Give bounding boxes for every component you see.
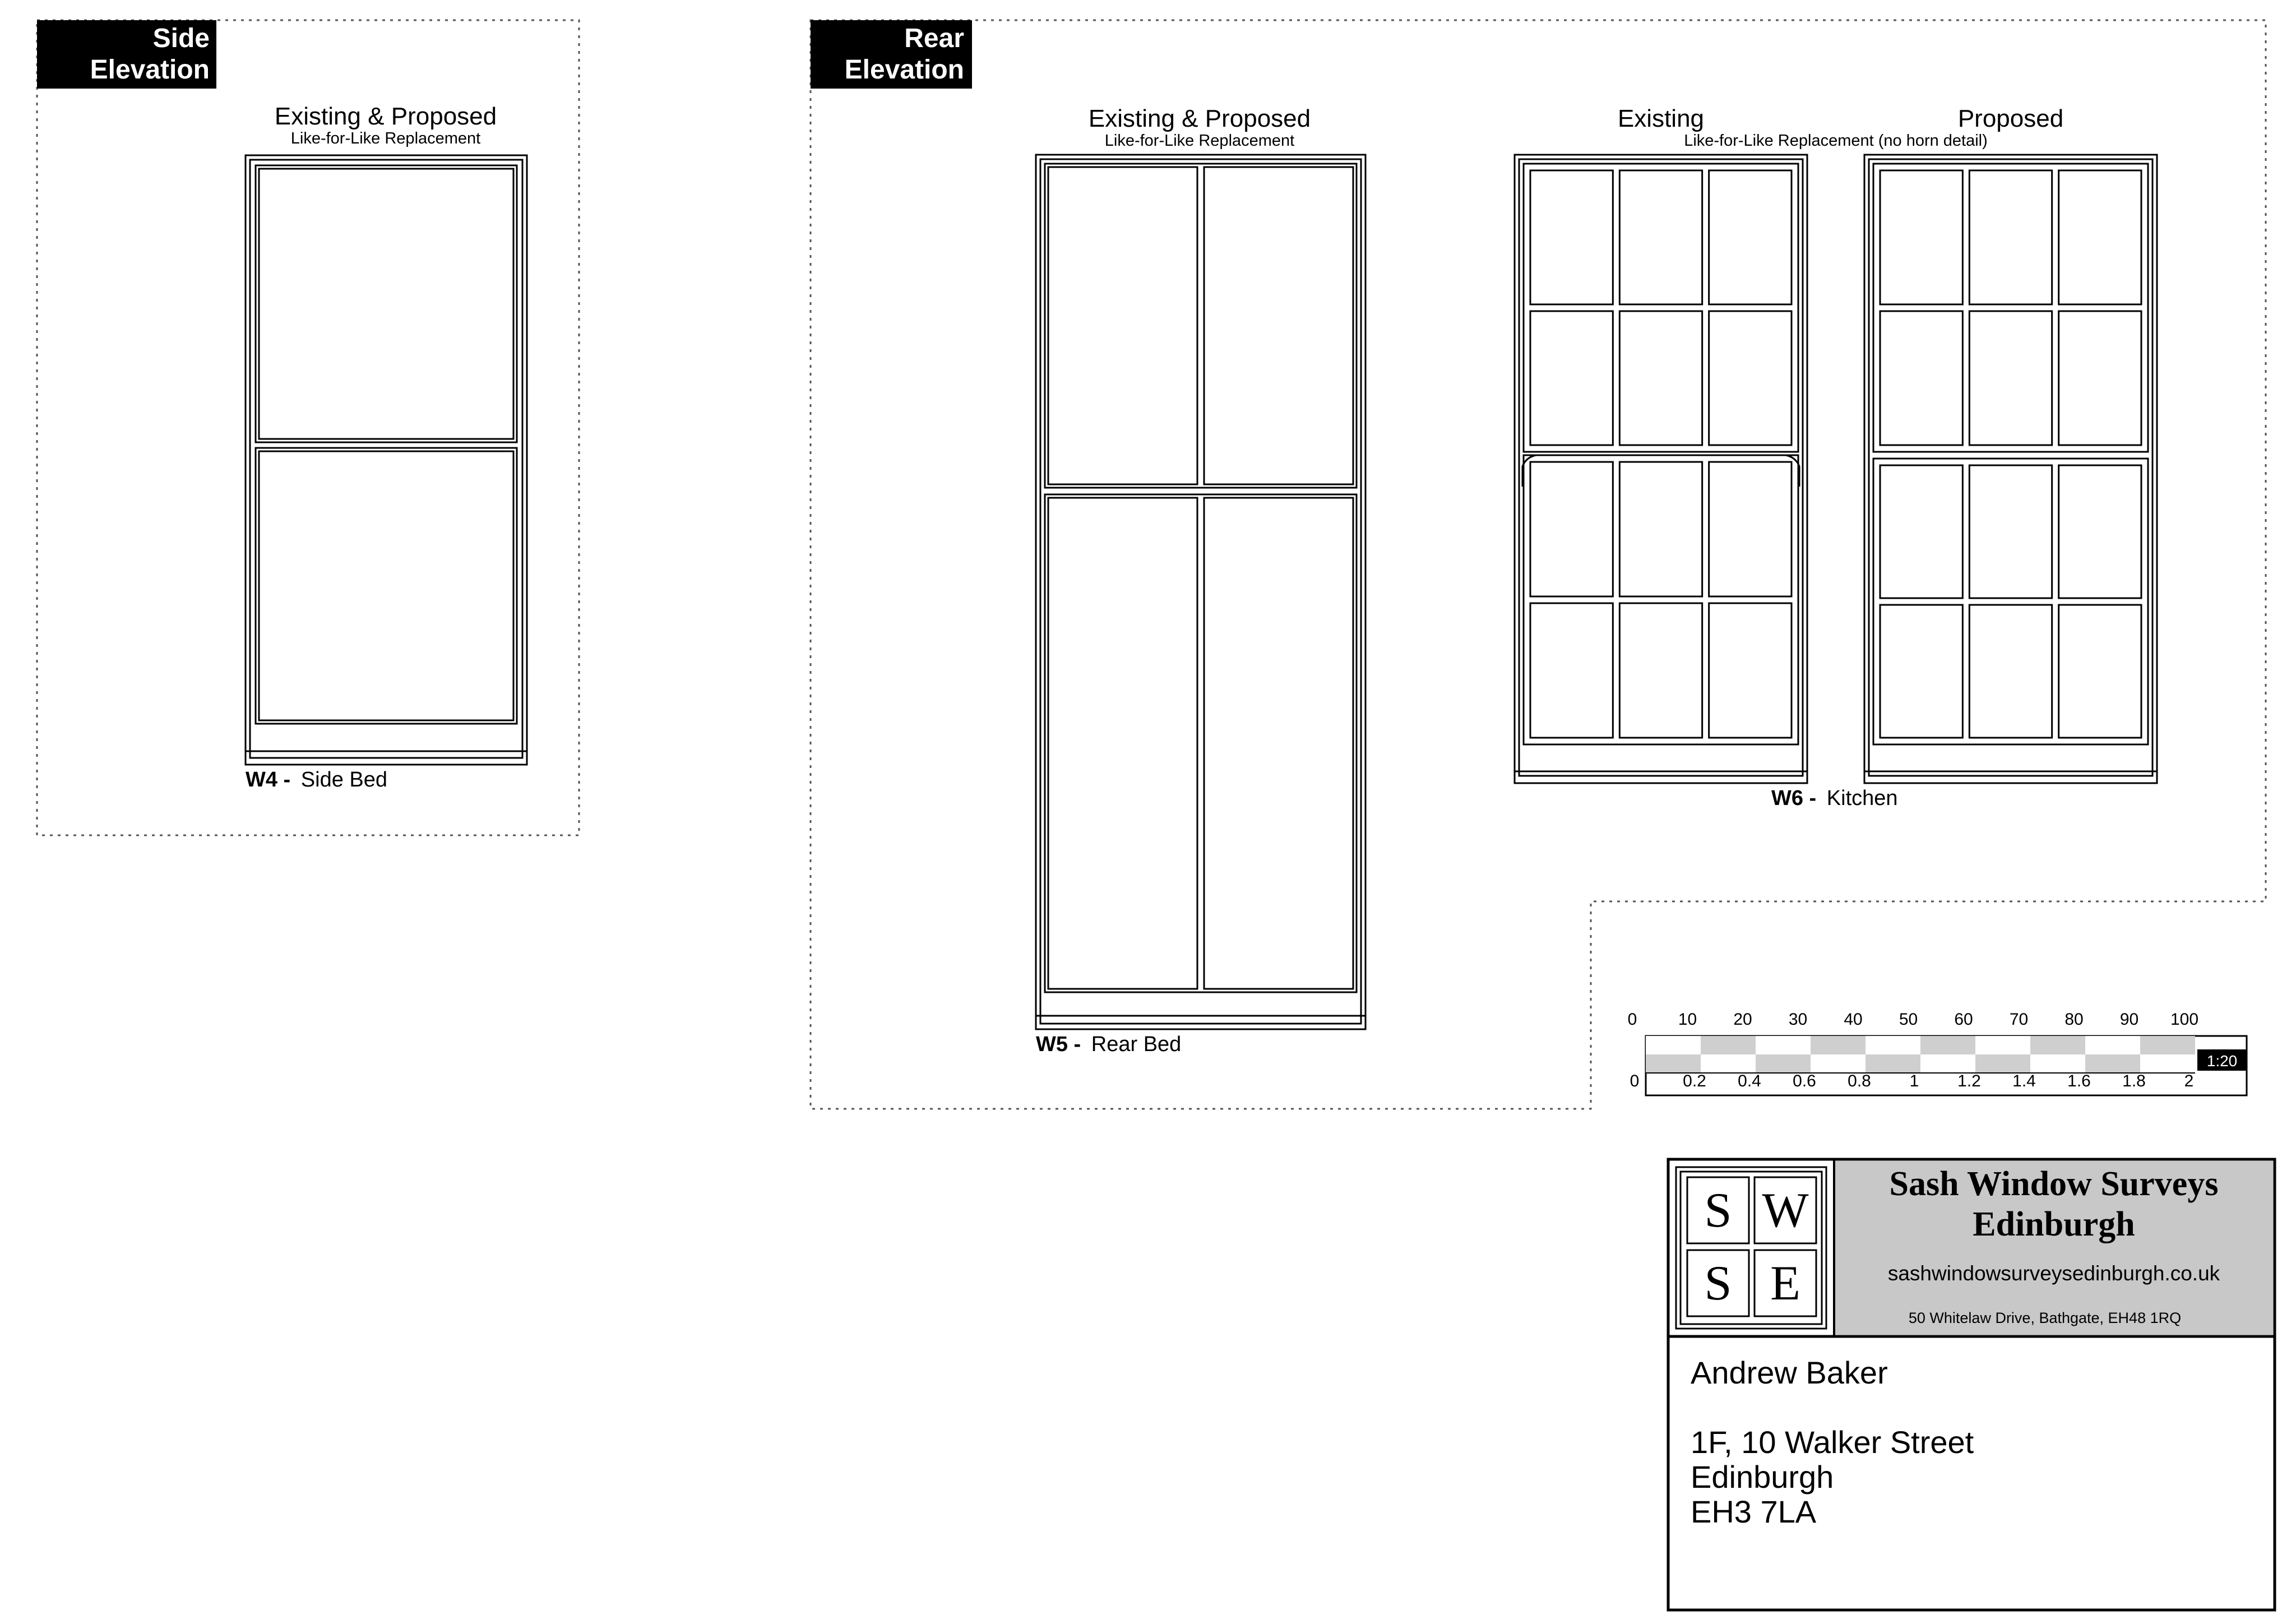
w4-upper-pane [259, 169, 513, 439]
scale-segment-bottom [1975, 1054, 2030, 1073]
w4-outer-frame [246, 155, 527, 765]
w6-existing-pane-upper-r1c1 [1530, 170, 1613, 304]
logo-letter-s2: S [1704, 1256, 1732, 1311]
w5-heading: Existing & Proposed [1088, 105, 1311, 132]
scale-segment-bottom [1920, 1054, 1975, 1073]
w6-existing-sash-horns [1522, 455, 1799, 487]
w4-window [246, 155, 527, 765]
scale-bottom-label: 1.8 [2122, 1072, 2146, 1090]
w6-proposed-window [1864, 155, 2157, 783]
w6-existing-pane-lower-r1c2 [1619, 462, 1702, 596]
w6-proposed-pane-upper-r1c3 [2059, 170, 2141, 304]
w5-room: Rear Bed [1091, 1033, 1182, 1056]
w5-pane-lower-right [1204, 498, 1353, 989]
side-title-line1: Side [152, 24, 210, 53]
w6-existing-pane-lower-r2c1 [1530, 603, 1613, 738]
scale-bottom-labels [1630, 1072, 2194, 1090]
company-address: 50 Whitelaw Drive, Bathgate, EH48 1RQ [1908, 1310, 2182, 1326]
scale-segment-top [2030, 1036, 2085, 1054]
scale-bottom-label: 0.4 [1738, 1072, 1761, 1090]
w5-subheading: Like-for-Like Replacement [1104, 132, 1295, 150]
scale-segment-top [1811, 1036, 1866, 1054]
scale-top-labels [1628, 1010, 2198, 1029]
logo-letter-s1: S [1704, 1183, 1732, 1238]
w6-room: Kitchen [1826, 786, 1898, 810]
w5-upper-sash [1045, 164, 1357, 488]
w4-label [246, 768, 387, 792]
scale-segment-bottom [1701, 1054, 1756, 1073]
w6-existing-upper-sash [1524, 164, 1798, 452]
scale-top-label: 80 [2064, 1010, 2084, 1029]
w4-code: W4 - [246, 768, 291, 792]
rear-elevation-section [811, 20, 2266, 1109]
w4-lower-pane [259, 451, 513, 720]
side-title-line2: Elevation [90, 55, 210, 85]
w6-proposed-pane-upper-r2c3 [2059, 311, 2141, 445]
w5-code: W5 - [1036, 1033, 1081, 1056]
w6-heading-proposed: Proposed [1957, 105, 2064, 132]
w6-existing-pane-lower-r2c2 [1619, 603, 1702, 738]
w6-proposed-outer-frame [1864, 155, 2157, 783]
scale-top-label: 30 [1788, 1010, 1808, 1029]
w6-proposed-pane-lower-r2c3 [2059, 605, 2141, 738]
w6-subheading: Like-for-Like Replacement (no horn detail) [1684, 132, 1988, 150]
w4-upper-sash [256, 165, 517, 442]
w6-proposed-pane-upper-r2c2 [1969, 311, 2052, 445]
w6-label [1771, 786, 1898, 810]
w5-window [1036, 155, 1365, 1029]
scale-bottom-label: 1.6 [2067, 1072, 2091, 1090]
scale-segment-bottom [2140, 1054, 2195, 1073]
scale-segment-top [1646, 1036, 1701, 1054]
w6-existing-pane-upper-r1c2 [1619, 170, 1702, 304]
w6-existing-pane-upper-r2c2 [1619, 311, 1702, 445]
w6-existing-inner-frame [1519, 159, 1803, 776]
w6-proposed-lower-sash [1873, 459, 2148, 744]
scale-segment-top [1701, 1036, 1756, 1054]
w5-pane-upper-left [1048, 167, 1197, 484]
company-name-line1: Sash Window Surveys [1889, 1165, 2219, 1203]
scale-top-label: 10 [1678, 1010, 1697, 1029]
w5-label [1036, 1033, 1181, 1056]
scale-segment-bottom [2030, 1054, 2085, 1073]
scale-top-label: 50 [1899, 1010, 1918, 1029]
scale-segment-bottom [2085, 1054, 2140, 1073]
scale-checker [1646, 1036, 2195, 1073]
w6-existing-outer-frame [1515, 155, 1807, 783]
client-address-line2: Edinburgh [1691, 1459, 1834, 1495]
scale-bottom-label: 0.2 [1683, 1072, 1706, 1090]
scale-segment-top [1866, 1036, 1920, 1054]
title-block [1668, 1159, 2275, 1610]
w6-proposed-inner-frame [1869, 159, 2152, 776]
w5-inner-frame [1040, 159, 1361, 1024]
rear-section-dotted-border [811, 20, 2266, 1109]
scale-bottom-label: 1 [1909, 1072, 1919, 1090]
scale-bottom-label: 1.2 [1957, 1072, 1981, 1090]
scale-segment-top [1756, 1036, 1811, 1054]
w6-existing-pane-lower-r1c3 [1709, 462, 1792, 596]
scale-bottom-label: 1.4 [2012, 1072, 2036, 1090]
w6-proposed-pane-lower-r1c2 [1969, 465, 2052, 598]
rear-title-line2: Elevation [844, 55, 964, 85]
scale-bar [1628, 1010, 2247, 1095]
rear-title-line1: Rear [904, 24, 964, 53]
w6-existing-pane-lower-r1c1 [1530, 462, 1613, 596]
w5-lower-sash [1045, 494, 1357, 992]
scale-top-label: 100 [2170, 1010, 2199, 1029]
scale-segment-bottom [1866, 1054, 1920, 1073]
w6-existing-pane-lower-r2c3 [1709, 603, 1792, 738]
w6-existing-window [1515, 155, 1807, 783]
w6-proposed-upper-sash [1873, 164, 2148, 452]
scale-top-label: 40 [1844, 1010, 1863, 1029]
w4-room: Side Bed [300, 768, 388, 792]
scale-bottom-label: 0.8 [1848, 1072, 1871, 1090]
w6-existing-pane-upper-r1c3 [1709, 170, 1792, 304]
scale-top-label: 60 [1954, 1010, 1973, 1029]
scale-segment-top [1975, 1036, 2030, 1054]
scale-segment-top [2085, 1036, 2140, 1054]
w5-outer-frame [1036, 155, 1365, 1029]
w6-proposed-pane-upper-r2c1 [1880, 311, 1962, 445]
client-name: Andrew Baker [1691, 1355, 1888, 1390]
w4-subheading: Like-for-Like Replacement [290, 129, 481, 147]
scale-top-label: 70 [2009, 1010, 2029, 1029]
client-address-line1: 1F, 10 Walker Street [1691, 1424, 1974, 1460]
client-address-line3: EH3 7LA [1691, 1494, 1817, 1529]
scale-segment-top [2140, 1036, 2195, 1054]
company-name-line2: Edinburgh [1973, 1205, 2135, 1243]
w6-heading-existing: Existing [1617, 105, 1705, 132]
w4-lower-sash [256, 448, 517, 724]
w6-proposed-pane-lower-r1c1 [1880, 465, 1962, 598]
scale-segment-bottom [1811, 1054, 1866, 1073]
w5-pane-upper-right [1204, 167, 1353, 484]
scale-top-label: 0 [1627, 1010, 1637, 1029]
scale-segment-bottom [1756, 1054, 1811, 1073]
scale-bottom-label: 0 [1630, 1072, 1640, 1090]
company-website: sashwindowsurveysedinburgh.co.uk [1887, 1262, 2220, 1285]
w6-code: W6 - [1771, 786, 1817, 810]
scale-segment-top [1920, 1036, 1975, 1054]
w4-heading: Existing & Proposed [274, 103, 497, 130]
logo-letter-w: W [1762, 1183, 1809, 1238]
side-elevation-section [37, 20, 579, 835]
scale-top-label: 90 [2119, 1010, 2139, 1029]
w6-proposed-pane-lower-r1c3 [2059, 465, 2141, 598]
w6-proposed-pane-upper-r1c2 [1969, 170, 2052, 304]
scale-bottom-label: 0.6 [1793, 1072, 1816, 1090]
scale-segment-bottom [1646, 1054, 1701, 1073]
w6-proposed-pane-upper-r1c1 [1880, 170, 1962, 304]
scale-top-label: 20 [1733, 1010, 1752, 1029]
scale-ratio: 1:20 [2206, 1052, 2238, 1070]
w6-existing-pane-upper-r2c3 [1709, 311, 1792, 445]
w6-proposed-pane-lower-r2c1 [1880, 605, 1962, 738]
w6-existing-panes [1530, 170, 1792, 738]
w5-pane-lower-left [1048, 498, 1197, 989]
scale-bottom-label: 2 [2184, 1072, 2194, 1090]
w6-existing-pane-upper-r2c1 [1530, 311, 1613, 445]
w4-inner-frame [250, 160, 522, 758]
w6-proposed-pane-lower-r2c2 [1969, 605, 2052, 738]
logo-letter-e: E [1770, 1256, 1800, 1311]
w6-proposed-panes [1880, 170, 2141, 738]
w6-existing-lower-sash [1524, 455, 1798, 744]
